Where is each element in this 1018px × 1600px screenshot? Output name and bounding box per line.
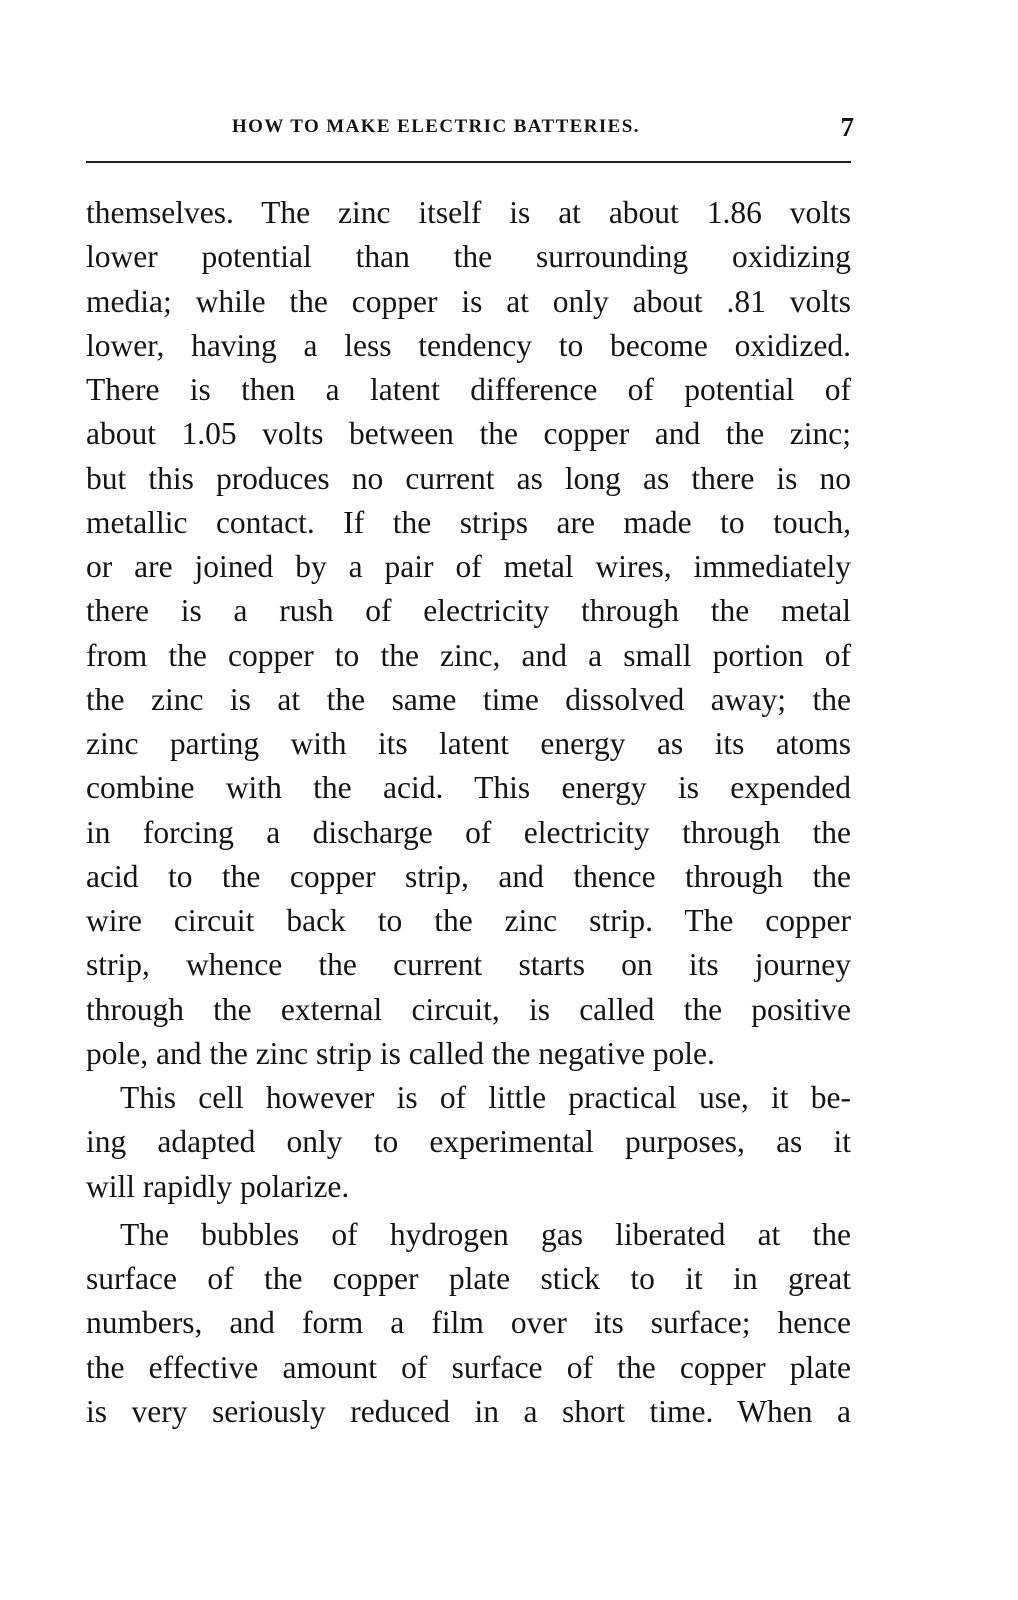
paragraph-2 [86, 1076, 851, 1209]
paragraph-1 [86, 191, 851, 1076]
text-line: themselves. The zinc itself is at about 1.86 volts [86, 195, 851, 230]
body-text [86, 191, 851, 1434]
header-rule [86, 161, 851, 163]
text-line: acid to the copper strip, and thence through the [86, 858, 851, 894]
text-line: media; while the copper is at only about .81 volts [86, 283, 851, 319]
text-line: through the external circuit, is called the positive [86, 991, 851, 1027]
text-line: strip, whence the current starts on its journey [86, 947, 851, 983]
text-line: metallic contact. If the strips are made to touch, [86, 504, 851, 540]
text-line: surface of the copper plate stick to it in great [86, 1261, 851, 1296]
paragraph-3 [86, 1213, 851, 1434]
text-line: but this produces no current as long as there is no [86, 460, 851, 496]
text-line: zinc parting with its latent energy as its atoms [86, 726, 851, 761]
text-line: lower potential than the surrounding oxidizing [86, 239, 851, 275]
text-line: in forcing a discharge of electricity through the [86, 814, 851, 850]
text-line: pole, and the zinc strip is called the negative pole. [86, 1035, 715, 1071]
running-title: HOW TO MAKE ELECTRIC BATTERIES. [232, 116, 640, 137]
text-line: the effective amount of surface of the copper plate [86, 1349, 851, 1385]
text-line: there is a rush of electricity through the metal [86, 593, 851, 629]
text-line: from the copper to the zinc, and a small portion of [86, 637, 851, 673]
text-line: combine with the acid. This energy is expended [86, 770, 851, 806]
text-line: will rapidly polarize. [86, 1168, 350, 1204]
text-line: about 1.05 volts between the copper and the zinc; [86, 416, 851, 452]
running-head [86, 112, 856, 146]
text-line: is very seriously reduced in a short time. When a [86, 1393, 851, 1429]
text-line: ing adapted only to experimental purposes, as it [86, 1124, 851, 1160]
text-line: wire circuit back to the zinc strip. The copper [86, 903, 851, 938]
text-line: The bubbles of hydrogen gas liberated at the [120, 1216, 851, 1252]
page-number: 7 [840, 112, 854, 142]
text-line: numbers, and form a film over its surface; hence [86, 1305, 851, 1341]
text-line: This cell however is of little practical use, it be- [120, 1080, 851, 1115]
text-line: or are joined by a pair of metal wires, immediately [86, 549, 851, 584]
text-line: There is then a latent difference of potential of [86, 372, 851, 407]
text-line: the zinc is at the same time dissolved away; the [86, 681, 851, 717]
text-line: lower, having a less tendency to become oxidized. [86, 327, 851, 363]
